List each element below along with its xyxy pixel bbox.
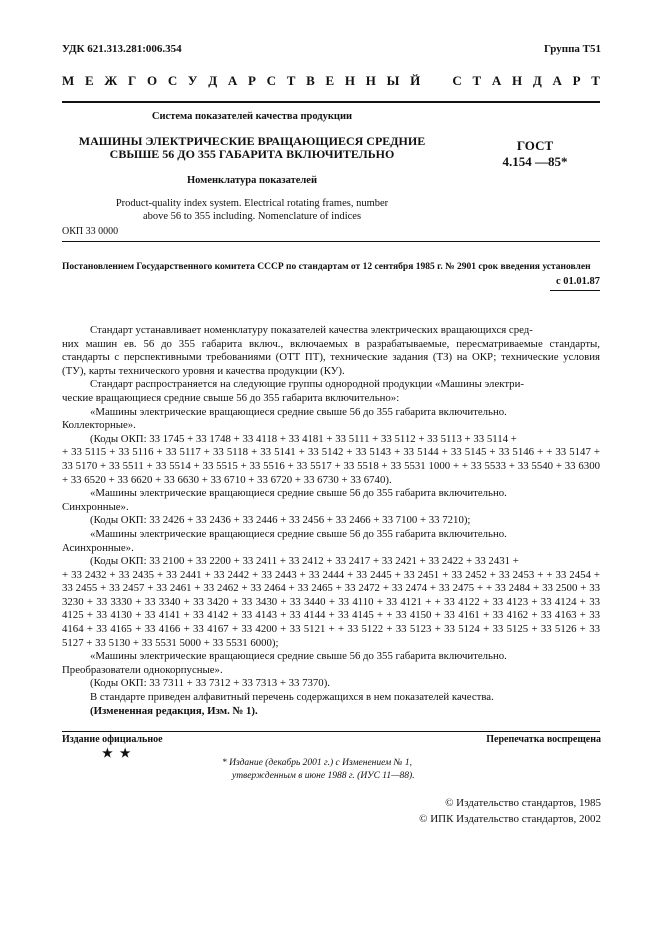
group-name-line: «Машины электрические вращающиеся средние свыше 56 до 355 габарита включительно.: [90, 487, 507, 500]
codes-text: (Коды ОКП: 33 7311 + 33 7312 + 33 7313 + 33 7370).: [90, 677, 331, 690]
title-line: МАШИНЫ ЭЛЕКТРИЧЕСКИЕ ВРАЩАЮЩИЕСЯ СРЕДНИЕ: [78, 134, 426, 148]
banner-letter: Ы: [386, 73, 400, 88]
group-name-text: Преобразователи однокорпусные».: [62, 663, 223, 676]
title-line: СВЫШЕ 56 ДО 355 ГАБАРИТА ВКЛЮЧИТЕЛЬНО: [109, 147, 395, 161]
banner-letter: А: [491, 73, 502, 88]
paragraph-text: них машин ев. 56 до 355 габарита включ., включаемых в разрабатываемые, пересматриваемые стандарты, стандарты с перспективными требованиями (ОТТ ПТ), технические задания (ТЗ) на ОКР; технические условия (ТУ), карты технического уровня и качества продукции (КУ).: [62, 337, 600, 377]
effective-date: с 01.01.87: [555, 276, 600, 287]
banner-letter: Д: [532, 73, 542, 88]
banner-letter: А: [227, 73, 238, 88]
codes-text: (Коды ОКП: 33 2426 + 33 2436 + 33 2446 + 33 2456 + 33 2466 + 33 7100 + 33 7210);: [90, 514, 471, 527]
banner-letter: М: [62, 73, 75, 88]
group-name-line: «Машины электрические вращающиеся средние свыше 56 до 355 габарита включительно.: [90, 405, 507, 418]
reprint-prohibited-label: Перепечатка воспрещена: [486, 734, 601, 745]
stars-icon: ★ ★: [102, 746, 133, 760]
okp-code: ОКП 33 0000: [62, 226, 119, 237]
interstate-standard-banner: [62, 73, 600, 89]
english-title-line: above 56 to 355 including. Nomenclature of indices: [142, 211, 362, 222]
banner-letter: С: [266, 73, 277, 88]
group-name-line: «Машины электрические вращающиеся средние свыше 56 до 355 габарита включительно.: [90, 527, 507, 540]
codes-line: (Коды ОКП: 33 2100 + 33 2200 + 33 2411 + 33 2412 + 33 2417 + 33 2421 + 33 2422 + 33 2431 +: [90, 555, 519, 568]
copyright-line: © ИПК Издательство стандартов, 2002: [419, 813, 601, 825]
banner-letter: Р: [247, 73, 256, 88]
footer-divider: [62, 731, 600, 732]
codes-text: + 33 5115 + 33 5116 + 33 5117 + 33 5118 + 33 5141 + 33 5142 + 33 5143 + 33 5144 + 33 5145 + 33 5146 + + 33 5147 + 33 5170 + 33 5511 + 33 5514 + 33 5515 + 33 5516 + 33 5517 + 33 5518 + 33 5531 1000 + + 33 5533 + 33 5540 + 33 6300 + 33 6520 + 33 6620 + 33 6630 + 33 6710 + 33 6720 + 33 6730 + 33 6740).: [62, 446, 600, 486]
decree-text: Постановлением Государственного комитета СССР по стандартам от 12 сентября 1985 г. № 2901 срок введения установлен: [62, 262, 591, 272]
english-title-line: Product-quality index system. Electrical rotating frames, number: [115, 198, 389, 209]
edition-note-line: утвержденным в июне 1988 г. (ИУС 11—88).: [232, 771, 415, 781]
banner-letter: Й: [410, 73, 421, 88]
english-title: [62, 197, 442, 223]
banner-letter: Е: [85, 73, 94, 88]
codes-text: + 33 2432 + 33 2435 + 33 2441 + 33 2442 + 33 2443 + 33 2444 + 33 2445 + 33 2451 + 33 2452 + 33 2453 + + 33 2454 + 33 2455 + 33 2457 + 33 2461 + 33 2462 + 33 2464 + 33 2465 + 33 2472 + 33 2474 + 33 2475 + + 33 2484 + 33 2500 + 33 3230 + 33 3330 + 33 3340 + 33 3420 + 33 3430 + 33 3440 + 33 4110 + 33 4121 + + 33 4122 + 33 4123 + 33 4124 + 33 4125 + 33 4130 + 33 4141 + 33 4142 + 33 4143 + 33 4144 + 33 4145 + + 33 4150 + 33 4161 + 33 4162 + 33 4163 + 33 4164 + 33 4165 + 33 4166 + 33 4167 + 33 4200 + 33 5121 + + 33 5122 + 33 5123 + 33 5124 + 33 5125 + 33 5126 + 33 5127 + 33 5130 + 33 5531 5000 + 33 5531 6000);: [62, 568, 600, 649]
system-subtitle: Система показателей качества продукции: [151, 111, 353, 122]
group-name-text: Асинхронные».: [62, 541, 134, 554]
banner-letter: С: [167, 73, 178, 88]
banner-letter: Т: [286, 73, 296, 88]
gost-label: ГОСТ: [516, 138, 554, 153]
paragraph-line: Стандарт устанавливает номенклатуру показателей качества электрических вращающихся сред-: [90, 324, 533, 336]
banner-letter: Г: [127, 73, 137, 88]
amendment-note: (Измененная редакция, Изм. № 1).: [90, 704, 258, 717]
group-name-text: Синхронные».: [62, 500, 129, 513]
banner-letter: Ж: [104, 73, 118, 88]
date-underline: [550, 290, 600, 291]
banner-letter: В: [306, 73, 315, 88]
codes-line: (Коды ОКП: 33 1745 + 33 1748 + 33 4118 + 33 4181 + 33 5111 + 33 5112 + 33 5113 + 33 5114 +: [90, 432, 517, 445]
copyright-line: © Издательство стандартов, 1985: [445, 797, 601, 809]
banner-letter: Р: [572, 73, 581, 88]
banner-letter: Н: [511, 73, 523, 88]
udk-code: УДК 621.313.281:006.354: [62, 43, 182, 55]
banner-letter: Т: [591, 73, 600, 88]
title-divider: [62, 241, 600, 242]
banner-letter: А: [552, 73, 562, 88]
group-name-text: Коллекторные».: [62, 419, 136, 432]
group-name-line: «Машины электрические вращающиеся средние свыше 56 до 355 габарита включительно.: [90, 650, 507, 663]
banner-letter: Т: [472, 73, 482, 88]
banner-letter: О: [146, 73, 158, 88]
banner-letter: Е: [325, 73, 335, 88]
document-body: [62, 324, 600, 718]
header-divider: [62, 101, 600, 103]
paragraph-text: В стандарте приведен алфавитный перечень содержащихся в нем показателей качества.: [90, 691, 494, 704]
group-code: Группа Т51: [543, 43, 601, 55]
official-edition-label: Издание официальное: [62, 734, 163, 745]
banner-letter: С: [452, 73, 462, 88]
paragraph-text: ческие вращающиеся средние свыше 56 до 355 габарита включительно»:: [62, 391, 400, 404]
banner-letter: Н: [365, 73, 376, 88]
gost-number: 4.154 —85*: [502, 154, 568, 169]
edition-note: [222, 757, 415, 783]
document-title: [62, 135, 442, 161]
gost-designation: [470, 138, 600, 170]
banner-letter: Н: [344, 73, 356, 88]
banner-letter: Д: [208, 73, 218, 88]
edition-note-line: * Издание (декабрь 2001 г.) с Изменением № 1,: [222, 758, 412, 768]
nomenclature-heading: Номенклатура показателей: [186, 175, 318, 186]
banner-letter: У: [187, 73, 198, 88]
paragraph-line: Стандарт распространяется на следующие группы однородной продукции «Машины электри-: [90, 378, 524, 391]
